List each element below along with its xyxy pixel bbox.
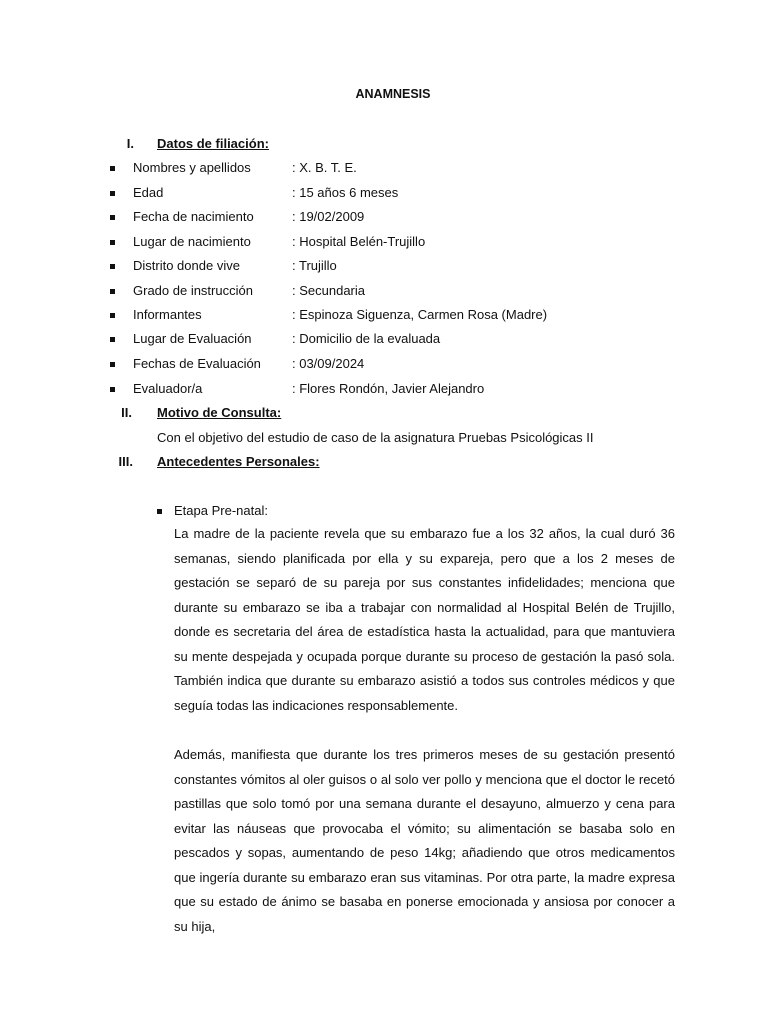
motivo-text: Con el objetivo del estudio de caso de la asignatura Pruebas Psicológicas II [157, 430, 594, 445]
section-number: II. [121, 405, 132, 420]
section-heading-colon: : [276, 405, 282, 420]
section-heading: Datos de filiación: [157, 136, 269, 151]
field-value: : X. B. T. E. [292, 160, 357, 175]
field-value: : Flores Rondón, Javier Alejandro [292, 381, 485, 396]
bullet-icon [110, 166, 115, 171]
bullet-icon [110, 313, 115, 318]
field-value: : 15 años 6 meses [292, 185, 399, 200]
field-label: Grado de instrucción [133, 283, 253, 298]
section-heading: Antecedentes Personales: [157, 454, 320, 469]
subsection-heading: Etapa Pre-natal: [174, 503, 268, 518]
field-label: Evaluador/a [133, 381, 203, 396]
section-number: I. [126, 136, 134, 151]
section-number: III. [118, 454, 133, 469]
bullet-icon [110, 289, 115, 294]
bullet-icon [110, 362, 115, 367]
field-value: : Trujillo [292, 258, 337, 273]
bullet-icon [110, 264, 115, 269]
bullet-icon [110, 191, 115, 196]
bullet-icon [110, 387, 115, 392]
paragraph: La madre de la paciente revela que su embarazo fue a los 32 años, la cual duró 36 semanas, siendo planificada por ella y su expareja, pero que a los 2 meses de gestación se separó de su pareja por sus constantes infidelidades; menciona que durante su embarazo se iba a trabajar con normalidad al Hospital Belén de Trujillo, donde es secretaria del área de estadística hasta la actualidad, para que mantuviera su mente despejada y ocupada porque durante su proceso de gestación la pasó sola. También indica que durante su embarazo asistió a todos sus controles médicos y que seguía todas las indicaciones responsablemente. [174, 526, 675, 713]
field-value: : 19/02/2009 [292, 209, 365, 224]
bullet-icon [110, 215, 115, 220]
field-label: Lugar de nacimiento [133, 234, 251, 249]
field-label: Informantes [133, 307, 202, 322]
field-value: : Hospital Belén-Trujillo [292, 234, 426, 249]
bullet-icon [110, 240, 115, 245]
bullet-icon [110, 337, 115, 342]
field-label: Lugar de Evaluación [133, 331, 252, 346]
field-label: Distrito donde vive [133, 258, 240, 273]
field-value: : Domicilio de la evaluada [292, 331, 441, 346]
field-value: : Espinoza Siguenza, Carmen Rosa (Madre) [292, 307, 548, 322]
field-label: Edad [133, 185, 164, 200]
paragraph: Además, manifiesta que durante los tres primeros meses de su gestación presentó constantes vómitos al oler guisos o al solo ver pollo y menciona que el doctor le recetó pastillas que solo tomó por una semana durante el desayuno, almuerzo y cena para evitar las náuseas que provocaba el vómito; su alimentación se basaba solo en pescados y sopas, aumentando de peso 14kg; añadiendo que otros medicamentos que ingería durante su embarazo eran sus vitaminas. Por otra parte, la madre expresa que su estado de ánimo se basaba en ponerse emocionada y ansiosa por conocer a su hija, [174, 747, 675, 934]
section-heading-text: Motivo de Consulta [157, 405, 277, 420]
field-value: : Secundaria [292, 283, 365, 298]
field-value: : 03/09/2024 [292, 356, 365, 371]
document-title: ANAMNESIS [355, 87, 431, 101]
field-label: Nombres y apellidos [133, 160, 251, 175]
section-heading [157, 405, 281, 420]
bullet-icon [157, 509, 162, 514]
field-label: Fechas de Evaluación [133, 356, 261, 371]
field-label: Fecha de nacimiento [133, 209, 254, 224]
